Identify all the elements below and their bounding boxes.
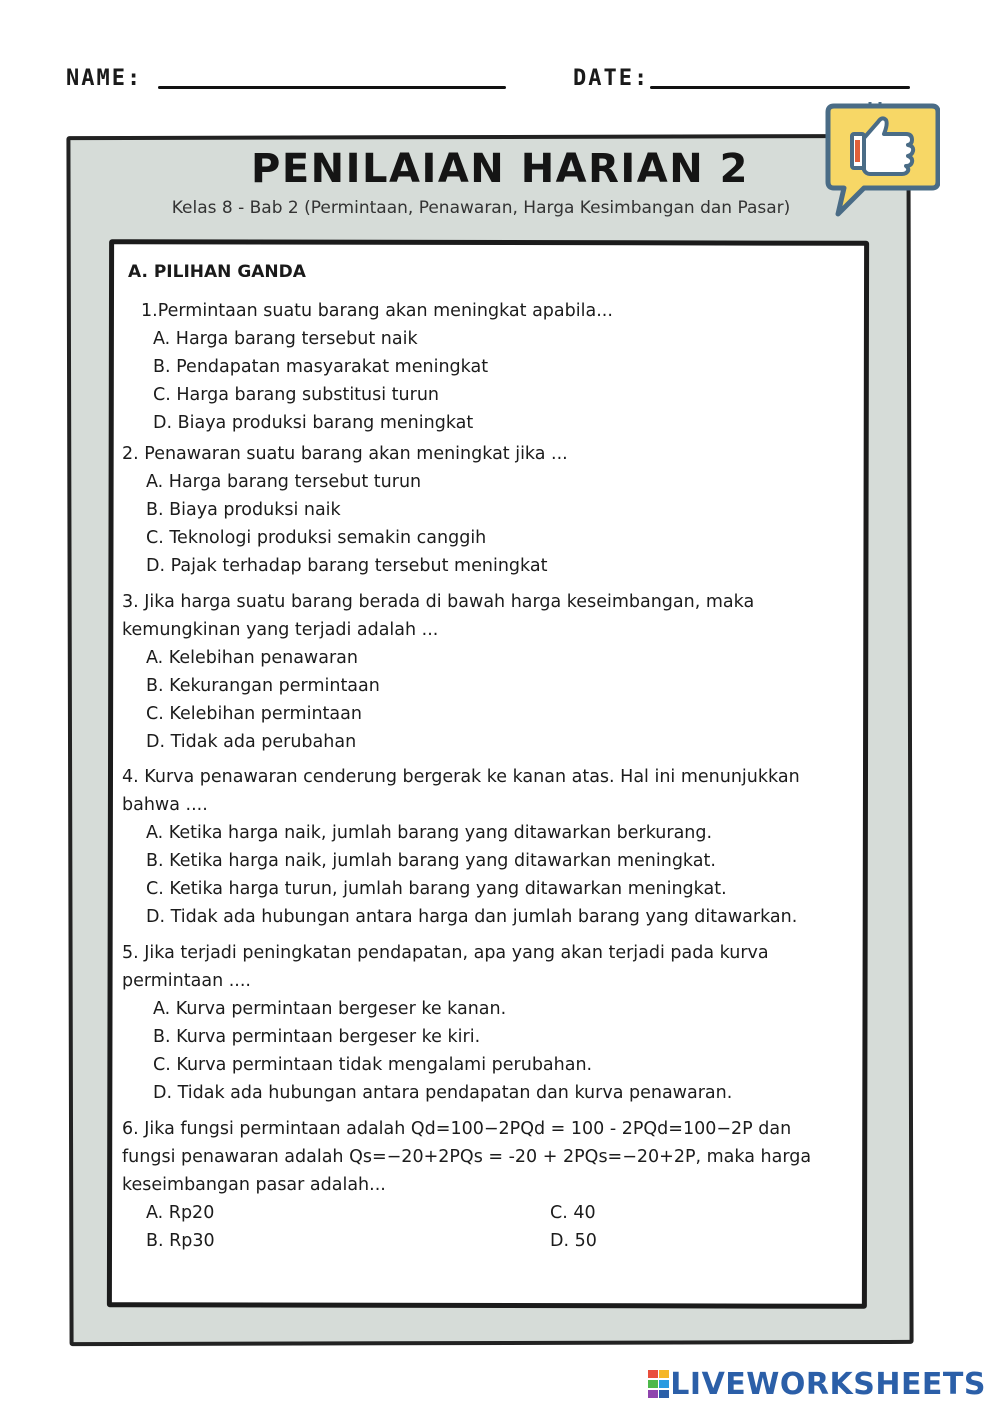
question-6-option-a[interactable]: A. Rp20: [146, 1203, 215, 1223]
name-label: NAME:: [66, 66, 143, 91]
question-5-option-b[interactable]: B. Kurva permintaan bergeser ke kiri.: [153, 1027, 481, 1047]
question-6-option-b[interactable]: B. Rp30: [146, 1231, 215, 1251]
question-6-text-line-3: keseimbangan pasar adalah...: [122, 1175, 386, 1195]
liveworksheets-logo: [648, 1368, 986, 1400]
section-heading: A. PILIHAN GANDA: [128, 262, 306, 282]
question-4-text-line-2: bahwa ....: [122, 795, 208, 815]
name-field[interactable]: [158, 86, 506, 89]
thumbs-up-icon: [820, 100, 940, 218]
page-title: PENILAIAN HARIAN 2: [251, 146, 749, 192]
question-4-option-c[interactable]: C. Ketika harga turun, jumlah barang yang ditawarkan meningkat.: [146, 879, 727, 899]
question-2-text: 2. Penawaran suatu barang akan meningkat jika ...: [122, 444, 568, 464]
question-2-option-d[interactable]: D. Pajak terhadap barang tersebut meningkat: [146, 556, 548, 576]
question-1-option-a[interactable]: A. Harga barang tersebut naik: [153, 329, 418, 349]
question-5-text-line-1: 5. Jika terjadi peningkatan pendapatan, apa yang akan terjadi pada kurva: [122, 943, 769, 963]
liveworksheets-mark-icon: [648, 1370, 670, 1398]
question-3-option-a[interactable]: A. Kelebihan penawaran: [146, 648, 358, 668]
question-1-option-d[interactable]: D. Biaya produksi barang meningkat: [153, 413, 474, 433]
question-4-text-line-1: 4. Kurva penawaran cenderung bergerak ke kanan atas. Hal ini menunjukkan: [122, 767, 800, 787]
question-4-option-b[interactable]: B. Ketika harga naik, jumlah barang yang ditawarkan meningkat.: [146, 851, 716, 871]
question-3-option-b[interactable]: B. Kekurangan permintaan: [146, 676, 380, 696]
question-1-option-c[interactable]: C. Harga barang substitusi turun: [153, 385, 440, 405]
question-4-option-a[interactable]: A. Ketika harga naik, jumlah barang yang ditawarkan berkurang.: [146, 823, 713, 843]
question-2-option-b[interactable]: B. Biaya produksi naik: [146, 500, 341, 520]
page-subtitle: Kelas 8 - Bab 2 (Permintaan, Penawaran, Harga Kesimbangan dan Pasar): [171, 198, 791, 218]
question-6-option-c[interactable]: C. 40: [550, 1203, 596, 1223]
question-1-text: 1.Permintaan suatu barang akan meningkat apabila...: [141, 301, 613, 321]
question-4-option-d[interactable]: D. Tidak ada hubungan antara harga dan jumlah barang yang ditawarkan.: [146, 907, 798, 927]
question-6-text-line-2: fungsi penawaran adalah Qs=−20+2PQs = -20 + 2PQs=−20+2P, maka harga: [122, 1147, 812, 1167]
question-1-option-b[interactable]: B. Pendapatan masyarakat meningkat: [153, 357, 489, 377]
question-2-option-a[interactable]: A. Harga barang tersebut turun: [146, 472, 422, 492]
question-6-text-line-1: 6. Jika fungsi permintaan adalah Qd=100−2PQd = 100 - 2PQd=100−2P dan: [122, 1119, 792, 1139]
date-label: DATE:: [573, 66, 650, 91]
question-5-text-line-2: permintaan ....: [122, 971, 251, 991]
question-5-option-c[interactable]: C. Kurva permintaan tidak mengalami perubahan.: [153, 1055, 593, 1075]
question-5-option-d[interactable]: D. Tidak ada hubungan antara pendapatan dan kurva penawaran.: [153, 1083, 733, 1103]
question-3-option-c[interactable]: C. Kelebihan permintaan: [146, 704, 362, 724]
brand-name: LIVEWORKSHEETS: [670, 1366, 986, 1402]
question-5-option-a[interactable]: A. Kurva permintaan bergeser ke kanan.: [153, 999, 507, 1019]
question-3-text-line-1: 3. Jika harga suatu barang berada di bawah harga keseimbangan, maka: [122, 592, 755, 612]
question-3-option-d[interactable]: D. Tidak ada perubahan: [146, 732, 357, 752]
question-3-text-line-2: kemungkinan yang terjadi adalah ...: [122, 620, 439, 640]
question-2-option-c[interactable]: C. Teknologi produksi semakin canggih: [146, 528, 487, 548]
question-6-option-d[interactable]: D. 50: [550, 1231, 597, 1251]
date-field[interactable]: [650, 86, 910, 89]
